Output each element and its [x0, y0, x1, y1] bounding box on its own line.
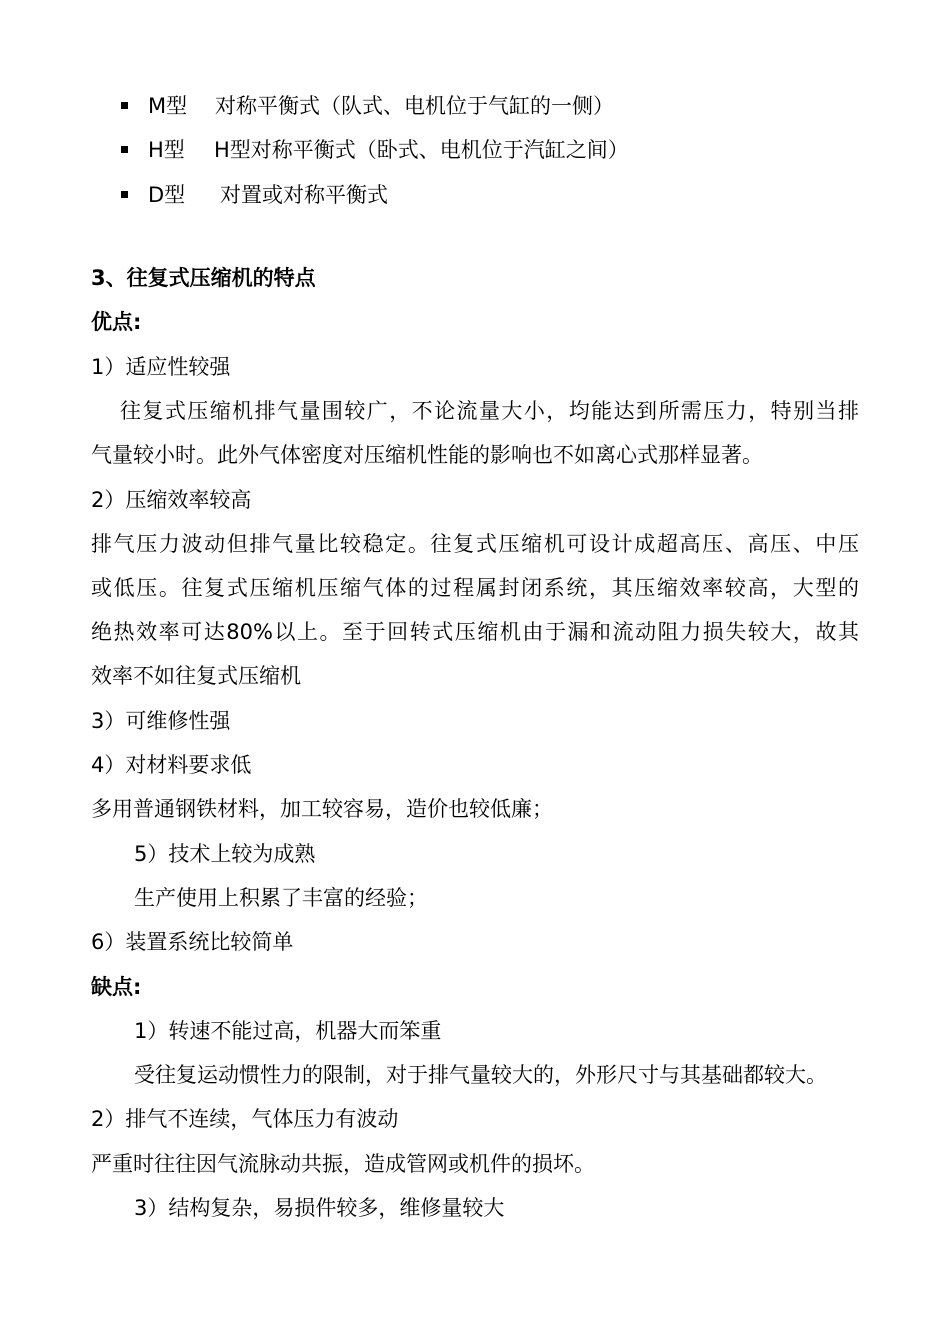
disadvantages-label: 缺点:: [91, 975, 142, 999]
advantage-title: 2）压缩效率较高: [91, 488, 252, 512]
square-bullet-icon: [121, 102, 128, 109]
advantage-text-line: 绝热效率可达80%以上。至于回转式压缩机由于漏和流动阻力损失较大，故其: [91, 620, 859, 644]
type-code: D型: [148, 183, 186, 207]
advantage-text: 多用普通钢铁材料，加工较容易，造价也较低廉；: [91, 797, 553, 821]
disadvantage-text: 严重时往往因气流脉动共振，造成管网或机件的损坏。: [91, 1152, 595, 1176]
advantage-title: 3）可维修性强: [91, 709, 231, 733]
advantage-text: 生产使用上积累了丰富的经验；: [134, 886, 428, 910]
type-code: M型: [148, 94, 188, 118]
disadvantage-title: 2）排气不连续，气体压力有波动: [91, 1107, 399, 1131]
advantage-text-line: 排气压力波动但排气量比较稳定。往复式压缩机可设计成超高压、高压、中压: [91, 532, 859, 556]
type-list-item: [0, 179, 950, 211]
type-list-item: [0, 134, 950, 166]
advantage-title: 6）装置系统比较简单: [91, 930, 294, 954]
advantage-title: 1）适应性较强: [91, 355, 231, 379]
advantage-text-line: 效率不如往复式压缩机: [91, 664, 301, 688]
disadvantage-text: 受往复运动惯性力的限制，对于排气量较大的，外形尺寸与其基础都较大。: [134, 1063, 827, 1087]
type-list-item: [0, 90, 950, 122]
advantage-title: 5）技术上较为成熟: [134, 842, 316, 866]
disadvantage-title: 1）转速不能过高，机器大而笨重: [134, 1019, 442, 1043]
square-bullet-icon: [121, 146, 128, 153]
advantages-label: 优点:: [91, 310, 142, 334]
square-bullet-icon: [121, 191, 128, 198]
type-description: 对称平衡式（队式、电机位于气缸的一侧）: [215, 94, 614, 118]
advantage-text-line: 或低压。往复式压缩机压缩气体的过程属封闭系统，其压缩效率较高，大型的: [91, 576, 859, 600]
disadvantage-title: 3）结构复杂，易损件较多，维修量较大: [134, 1196, 505, 1220]
advantage-text-line: 往复式压缩机排气量围较广，不论流量大小，均能达到所需压力，特别当排: [120, 399, 859, 423]
type-description: H型对称平衡式（卧式、电机位于汽缸之间）: [214, 138, 629, 162]
section-heading: 3、往复式压缩机的特点: [91, 266, 316, 290]
type-code: H型: [148, 138, 185, 162]
advantage-text-line: 气量较小时。此外气体密度对压缩机性能的影响也不如离心式那样显著。: [91, 443, 763, 467]
type-description: 对置或对称平衡式: [220, 183, 388, 207]
advantage-title: 4）对材料要求低: [91, 753, 252, 777]
